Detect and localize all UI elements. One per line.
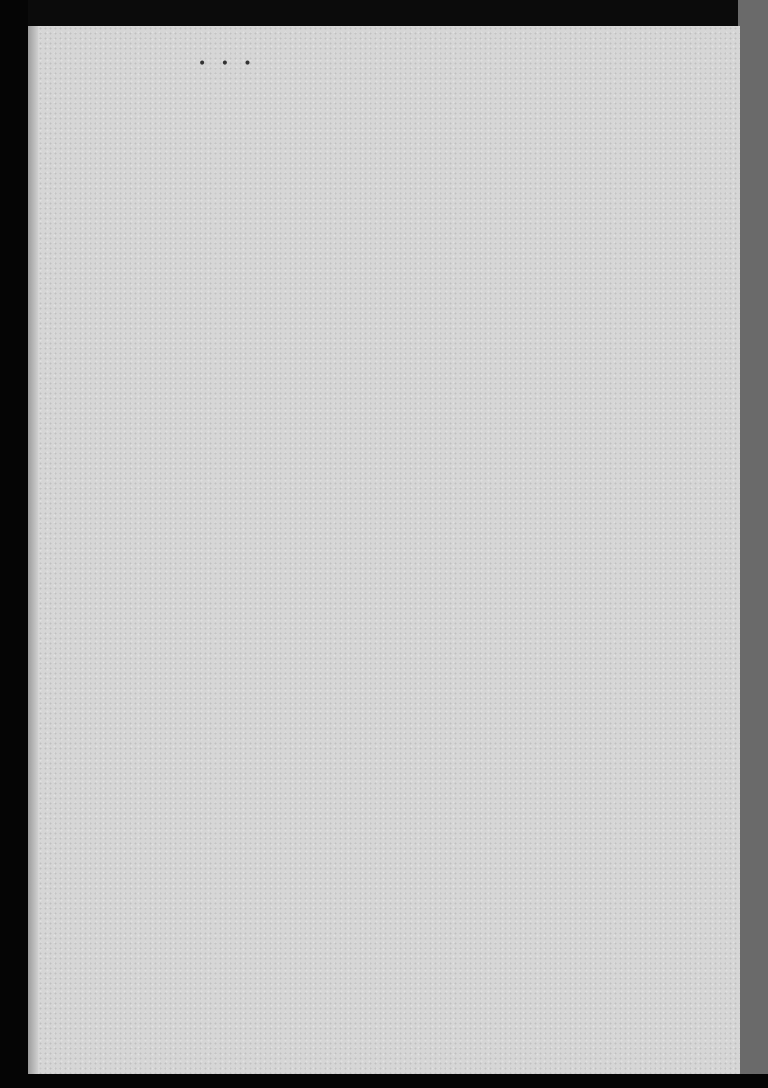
document-page (28, 26, 740, 1074)
scan-border-bottom (0, 1074, 768, 1088)
scan-border-left (0, 0, 28, 1088)
stray-marks: • • • (198, 56, 257, 72)
book-spine (28, 26, 38, 1074)
scan-border-right (738, 0, 768, 1088)
